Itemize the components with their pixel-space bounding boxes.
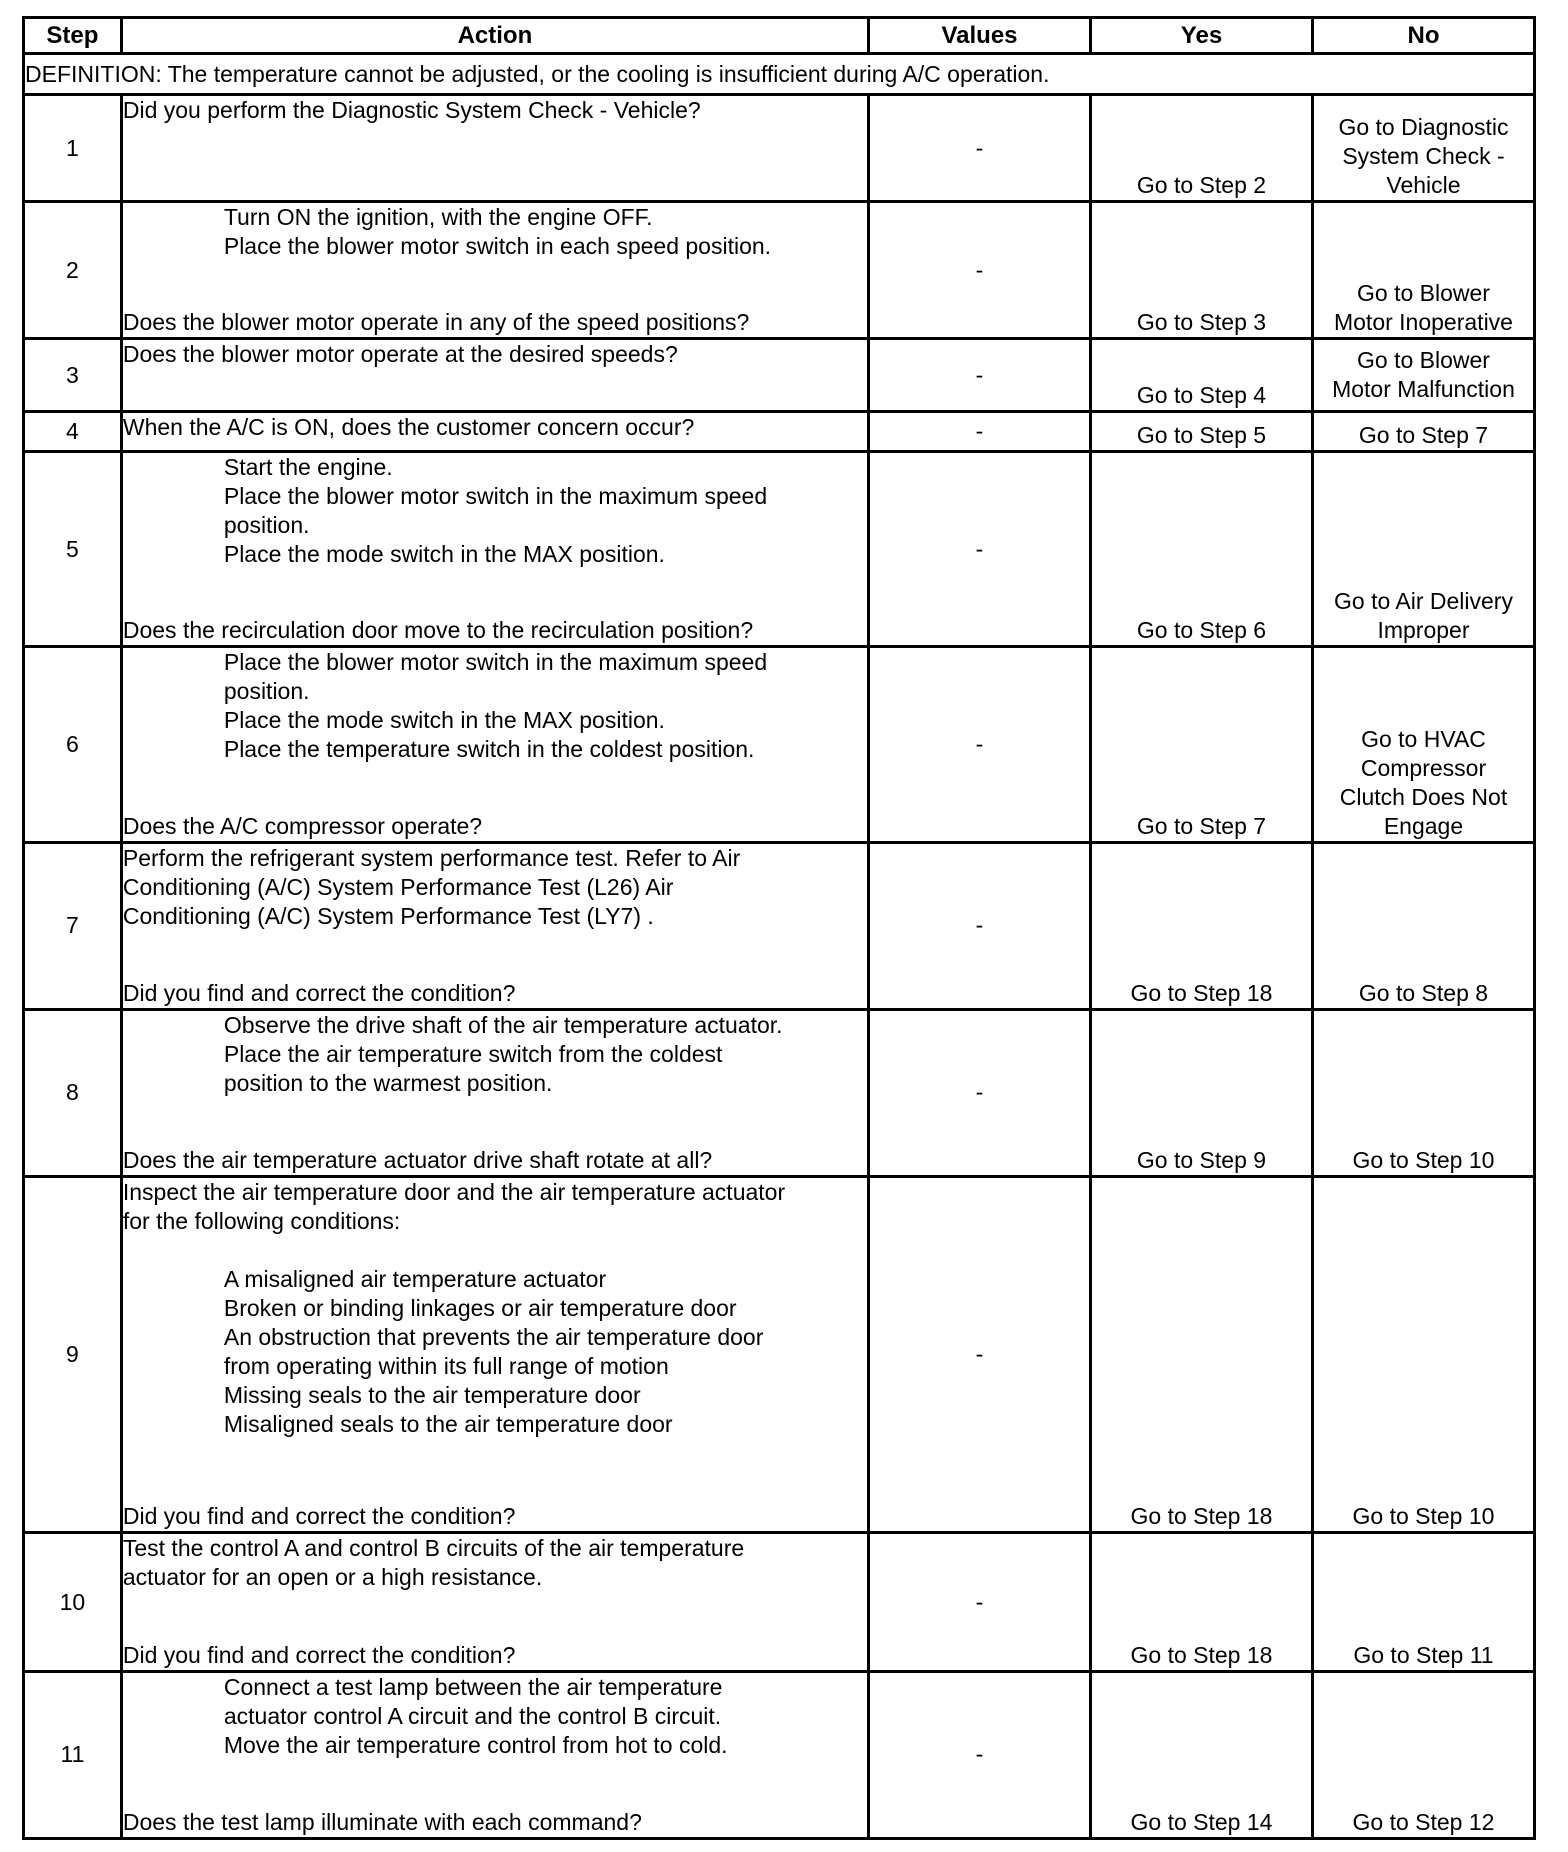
action-cell [121, 1009, 868, 1176]
action-substep: Turn ON the ignition, with the engine OFF. [223, 204, 653, 231]
values-cell: - [869, 202, 1091, 339]
action-content [123, 1178, 867, 1532]
no-line: Go to Step 10 [1352, 1146, 1495, 1173]
action-content [123, 96, 867, 200]
action-content [123, 413, 867, 450]
yes-cell [1090, 411, 1312, 451]
action-cell [121, 339, 868, 411]
yes-cell [1090, 95, 1312, 202]
action-content [123, 1011, 867, 1175]
yes-line: Go to Step 4 [1136, 381, 1267, 408]
table-row [24, 647, 1535, 842]
action-line: actuator for an open or a high resistance. [122, 1564, 543, 1591]
values-cell: - [869, 842, 1091, 1009]
action-content [123, 1534, 867, 1670]
step-number: 6 [24, 647, 122, 842]
no-cell [1312, 1671, 1534, 1838]
header-no: No [1312, 18, 1534, 54]
action-cell [121, 411, 868, 451]
action-substep: A misaligned air temperature actuator [223, 1265, 607, 1292]
table-row [24, 95, 1535, 202]
yes-line: Go to Step 2 [1136, 172, 1267, 199]
action-cell [121, 202, 868, 339]
diagnostic-table [22, 16, 1536, 1840]
action-substeps [123, 1011, 867, 1098]
no-line: Go to Step 8 [1358, 979, 1489, 1006]
table-row [24, 1176, 1535, 1533]
action-substeps [123, 203, 867, 261]
action-question: Did you find and correct the condition? [122, 1503, 516, 1530]
action-substep: Missing seals to the air temperature door [223, 1381, 641, 1408]
action-substep: Misaligned seals to the air temperature door [223, 1410, 673, 1437]
action-question: Did you find and correct the condition? [122, 1641, 516, 1668]
no-line: Go to Diagnostic [1338, 114, 1509, 141]
no-cell [1312, 451, 1534, 646]
action-content [123, 453, 867, 645]
table-row [24, 842, 1535, 1009]
yes-cell [1090, 1671, 1312, 1838]
action-question: Does the A/C compressor operate? [122, 812, 483, 839]
action-content [123, 844, 867, 1008]
no-line: Go to Blower [1357, 347, 1490, 374]
action-cell [121, 1533, 868, 1672]
step-number: 8 [24, 1009, 122, 1176]
yes-line: Go to Step 6 [1136, 617, 1267, 644]
header-action: Action [121, 18, 868, 54]
values-cell: - [869, 339, 1091, 411]
no-cell [1312, 202, 1534, 339]
action-substep: Start the engine. [223, 453, 393, 480]
table-row [24, 451, 1535, 646]
no-cell [1312, 1176, 1534, 1533]
yes-line: Go to Step 14 [1130, 1809, 1273, 1835]
action-substep: Broken or binding linkages or air temperature door [223, 1294, 737, 1321]
action-cell [121, 647, 868, 842]
action-line: Did you perform the Diagnostic System Check - Vehicle? [122, 97, 701, 124]
no-line: Motor Malfunction [1332, 376, 1515, 403]
action-line: for the following conditions: [122, 1207, 401, 1234]
yes-cell [1090, 1009, 1312, 1176]
table-row [24, 1009, 1535, 1176]
action-cell [121, 95, 868, 202]
values-cell: - [869, 95, 1091, 202]
action-line: When the A/C is ON, does the customer concern occur? [122, 413, 695, 440]
no-line: Engage [1383, 812, 1464, 839]
header-row [24, 18, 1535, 54]
table-row [24, 202, 1535, 339]
action-line: Perform the refrigerant system performance test. Refer to Air [122, 844, 741, 871]
no-cell [1312, 842, 1534, 1009]
action-substep: Place the mode switch in the MAX position. [223, 707, 665, 734]
action-substep: Place the temperature switch in the coldest position. [223, 736, 755, 763]
no-line: System Check - [1342, 143, 1505, 170]
no-cell [1312, 411, 1534, 451]
action-substeps [123, 1673, 867, 1760]
action-line: Conditioning (A/C) System Performance Test (L26) Air [122, 873, 674, 900]
yes-line: Go to Step 9 [1136, 1146, 1267, 1173]
no-line: Compressor [1360, 754, 1487, 781]
step-number: 1 [24, 95, 122, 202]
action-content [123, 203, 867, 337]
action-substep: An obstruction that prevents the air temperature door [223, 1323, 764, 1350]
yes-cell [1090, 451, 1312, 646]
step-number: 2 [24, 202, 122, 339]
action-cell [121, 451, 868, 646]
no-line: Clutch Does Not [1339, 783, 1508, 810]
action-substep: Place the blower motor switch in each speed position. [223, 233, 772, 260]
action-question: Does the recirculation door move to the recirculation position? [122, 617, 754, 644]
action-substep: Place the mode switch in the MAX position. [223, 540, 665, 567]
step-number: 5 [24, 451, 122, 646]
values-cell: - [869, 1533, 1091, 1672]
action-substep: actuator control A circuit and the control B circuit. [223, 1702, 722, 1729]
action-substep: Place the blower motor switch in the maximum speed [223, 649, 768, 676]
no-line: Go to Step 10 [1352, 1503, 1495, 1530]
yes-line: Go to Step 5 [1136, 421, 1267, 448]
yes-line: Go to Step 3 [1136, 309, 1267, 336]
table-row [24, 411, 1535, 451]
step-number: 11 [24, 1671, 122, 1838]
action-content [123, 648, 867, 840]
action-substep: position to the warmest position. [223, 1069, 553, 1096]
step-number: 3 [24, 339, 122, 411]
no-cell [1312, 339, 1534, 411]
no-line: Vehicle [1386, 172, 1461, 199]
table-row [24, 1533, 1535, 1672]
action-substeps [123, 1265, 867, 1439]
action-line: Conditioning (A/C) System Performance Test (LY7) . [122, 902, 654, 929]
header-values: Values [869, 18, 1091, 54]
no-line: Go to Air Delivery [1334, 588, 1513, 615]
action-substep: from operating within its full range of motion [223, 1352, 669, 1379]
action-question: Does the blower motor operate in any of the speed positions? [122, 309, 750, 336]
action-line: Test the control A and control B circuits of the air temperature [122, 1535, 745, 1562]
no-cell [1312, 1533, 1534, 1672]
no-line: Go to Blower [1357, 280, 1490, 307]
action-substep: Move the air temperature control from hot to cold. [223, 1731, 728, 1758]
values-cell: - [869, 1176, 1091, 1533]
no-cell [1312, 647, 1534, 842]
action-content [123, 340, 867, 409]
action-substep: position. [223, 678, 310, 705]
step-number: 7 [24, 842, 122, 1009]
no-cell [1312, 95, 1534, 202]
yes-line: Go to Step 18 [1130, 1641, 1273, 1668]
yes-line: Go to Step 18 [1130, 1503, 1273, 1530]
action-cell [121, 1176, 868, 1533]
action-substeps [123, 453, 867, 569]
header-yes: Yes [1090, 18, 1312, 54]
action-substep: position. [223, 511, 310, 538]
action-cell [121, 842, 868, 1009]
action-substep: Observe the drive shaft of the air temperature actuator. [223, 1011, 783, 1038]
action-substep: Place the air temperature switch from the coldest [223, 1040, 723, 1067]
table-row [24, 339, 1535, 411]
action-question: Does the air temperature actuator drive shaft rotate at all? [122, 1146, 713, 1173]
no-line: Improper [1377, 617, 1470, 644]
no-line: Go to Step 11 [1353, 1641, 1494, 1668]
action-line: Does the blower motor operate at the desired speeds? [122, 341, 678, 368]
action-cell [121, 1671, 868, 1838]
action-question: Did you find and correct the condition? [122, 979, 516, 1006]
action-content [123, 1673, 867, 1837]
table-row [24, 1671, 1535, 1838]
action-substep: Place the blower motor switch in the maximum speed [223, 482, 768, 509]
action-question: Does the test lamp illuminate with each command? [122, 1809, 642, 1835]
action-substep: Connect a test lamp between the air temperature [223, 1673, 723, 1700]
yes-cell [1090, 1176, 1312, 1533]
yes-cell [1090, 647, 1312, 842]
yes-cell [1090, 202, 1312, 339]
values-cell: - [869, 1009, 1091, 1176]
no-line: Motor Inoperative [1333, 309, 1513, 336]
yes-cell [1090, 1533, 1312, 1672]
yes-line: Go to Step 18 [1130, 979, 1273, 1006]
definition-text: DEFINITION: The temperature cannot be adjusted, or the cooling is insufficient during A/C operation. [24, 54, 1535, 95]
step-number: 9 [24, 1176, 122, 1533]
no-line: Go to Step 12 [1352, 1809, 1495, 1835]
no-line: Go to HVAC [1361, 725, 1486, 752]
values-cell: - [869, 1671, 1091, 1838]
header-step: Step [24, 18, 122, 54]
yes-line: Go to Step 7 [1136, 812, 1267, 839]
action-line: Inspect the air temperature door and the air temperature actuator [122, 1178, 786, 1205]
action-substeps [123, 648, 867, 764]
step-number: 10 [24, 1533, 122, 1672]
no-line: Go to Step 7 [1358, 421, 1489, 448]
step-number: 4 [24, 411, 122, 451]
values-cell: - [869, 411, 1091, 451]
definition-row [24, 54, 1535, 95]
no-cell [1312, 1009, 1534, 1176]
values-cell: - [869, 451, 1091, 646]
yes-cell [1090, 339, 1312, 411]
values-cell: - [869, 647, 1091, 842]
yes-cell [1090, 842, 1312, 1009]
